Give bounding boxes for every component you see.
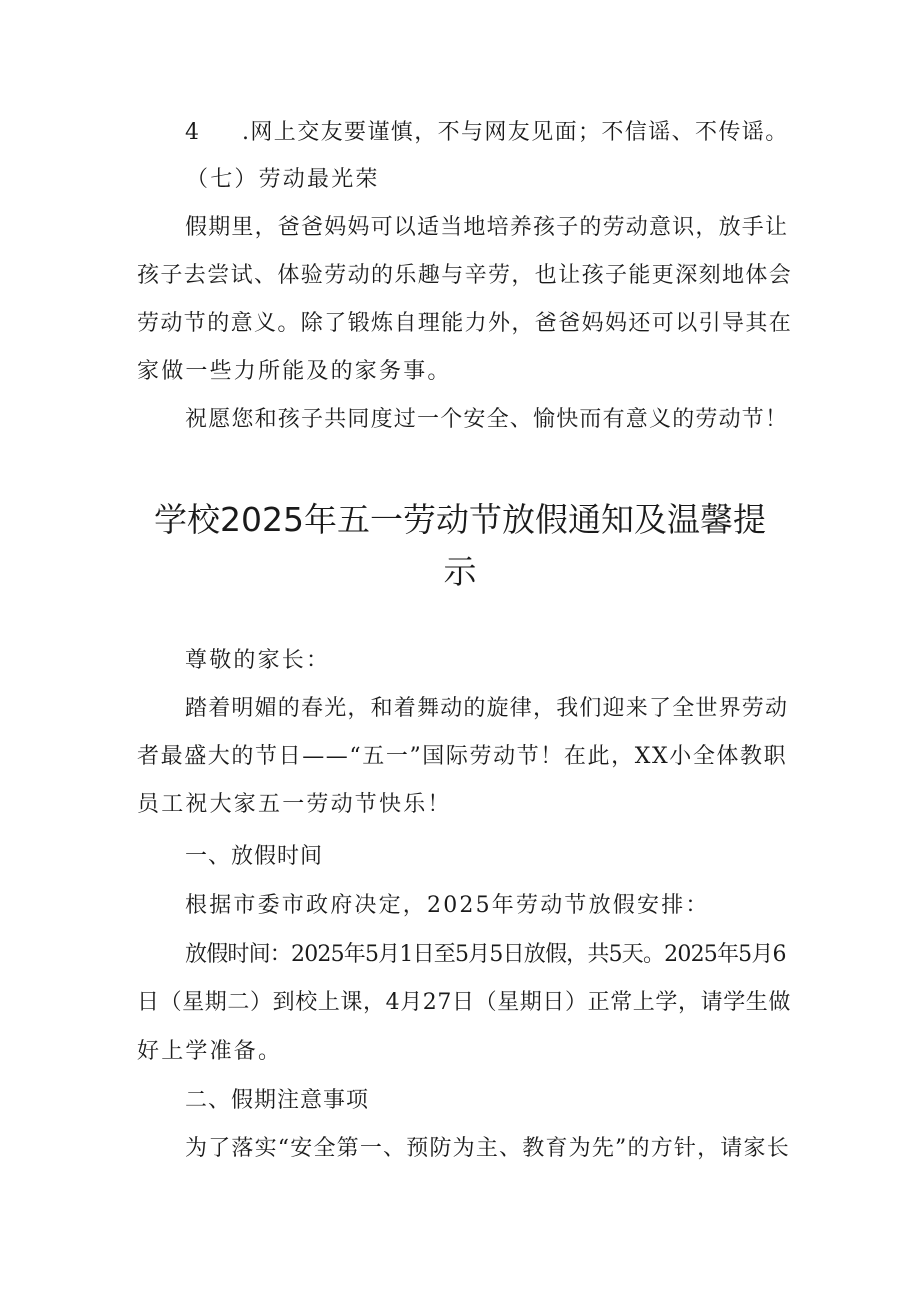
closing-wish: 祝愿您和孩子共同度过一个安全、愉快而有意义的劳动节！: [185, 407, 789, 432]
notice-title-line2: 示: [443, 552, 477, 591]
paragraph-line: 假期里，爸爸妈妈可以适当地培养孩子的劳动意识，放手让: [185, 215, 789, 240]
paragraph-line: 好上学准备。: [137, 1039, 283, 1064]
section-heading-holiday-time: 一、放假时间: [185, 844, 324, 869]
paragraph-line: 员工祝大家五一劳动节快乐！: [137, 792, 452, 817]
paragraph-line: 放假时间：2025年5月1日至5月5日放假，共5天。2025年5月6: [185, 942, 786, 967]
section-heading-labor: （七）劳动最光荣: [186, 167, 380, 192]
section-heading-precautions: 二、假期注意事项: [185, 1088, 370, 1113]
paragraph-line: 家做一些力所能及的家务事。: [137, 359, 452, 384]
list-item-number: 4: [185, 120, 199, 145]
paragraph-line: 孩子去尝试、体验劳动的乐趣与辛劳，也让孩子能更深刻地体会: [137, 263, 793, 288]
notice-title-line1: 学校2025年五一劳动节放假通知及温馨提: [154, 500, 766, 539]
paragraph-line: 者最盛大的节日——“五一”国际劳动节！在此，XX小全体教职: [137, 744, 788, 769]
list-item-text: .网上交友要谨慎，不与网友见面；不信谣、不传谣。: [242, 120, 789, 145]
paragraph-line: 根据市委市政府决定，2025年劳动节放假安排：: [185, 893, 710, 918]
paragraph-line: 踏着明媚的春光，和着舞动的旋律，我们迎来了全世界劳动: [185, 696, 789, 721]
salutation: 尊敬的家长：: [185, 648, 331, 673]
paragraph-line: 为了落实“安全第一、预防为主、教育为先”的方针，请家长: [185, 1136, 790, 1161]
paragraph-line: 劳动节的意义。除了锻炼自理能力外，爸爸妈妈还可以引导其在: [137, 311, 793, 336]
paragraph-line: 日（星期二）到校上课，4月27日（星期日）正常上学，请学生做: [137, 990, 791, 1015]
